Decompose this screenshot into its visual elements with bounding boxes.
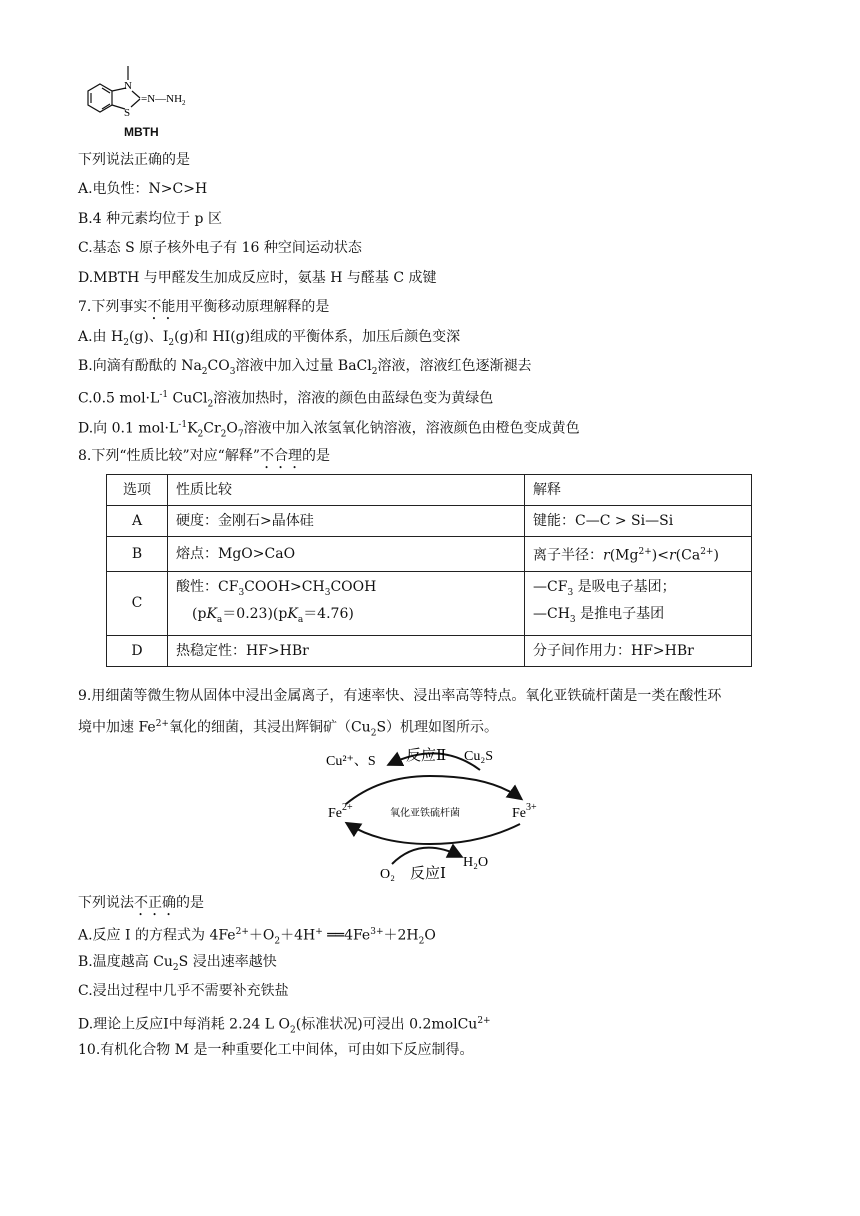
q6-option-d: D.MBTH 与甲醛发生加成反应时，氨基 H 与醛基 C 成键 [78, 270, 437, 286]
q8-stem: 8.下列“性质比较”对应“解释”不合理的是 [78, 448, 330, 464]
q9-intro-line1: 9.用细菌等微生物从固体中浸出金属离子，有速率快、浸出率高等特点。氧化亚铁硫杆菌是一类在酸性环 [78, 688, 722, 704]
row-d-explanation: 分子间作用力：HF>HBr [525, 636, 752, 667]
cu2s-label: Cu₂S [464, 749, 494, 764]
atom-s: S [124, 107, 131, 119]
o2-label: O₂ [380, 867, 395, 882]
q9-option-a: A.反应 I 的方程式为 $4Fe^{2+}+O_2+4H^+$ $══4Fe^{3+}+2H_2O$ [78, 927, 436, 947]
header-comparison: 性质比较 [168, 475, 525, 506]
row-b-option: B [107, 537, 168, 572]
q6-stem: 下列说法正确的是 [78, 152, 190, 168]
hydrazone-group: $=N—NH_2$ [141, 93, 186, 107]
row-a-option: A [107, 506, 168, 537]
molecule-label: MBTH [124, 125, 159, 139]
q6-option-c: C.基态 S 原子核外电子有 16 种空间运动状态 [78, 240, 362, 256]
mbth-structure [70, 60, 230, 124]
table-row [107, 506, 752, 537]
leaching-mechanism-diagram [320, 740, 560, 885]
q7-option-b: B.向滴有酚酞的 $Na_2CO_3$溶液中加入过量 BaCl$_2$溶液，溶液红色逐渐褪去 [78, 358, 532, 377]
q6-option-a: A.电负性：N>C>H [78, 181, 208, 197]
q9-intro-line2: 境中加速 $Fe^{2+}$氧化的细菌，其浸出辉铜矿$(Cu_2S)$机理如图所示。 [78, 719, 499, 739]
row-c-comparison: 酸性：$CF_3COOH>CH_3COOH$ $(pK_a=0.23)(pK_a=4.76)$ [168, 571, 525, 636]
row-a-explanation: 键能：C—C > Si—Si [525, 506, 752, 537]
q7-option-d: D.向 0.1 $mol\cdot L^{-1}K_2Cr_2O_7$溶液中加入浓氢氧化钠溶液，溶液颜色由橙色变成黄色 [78, 420, 580, 440]
header-explanation: 解释 [525, 475, 752, 506]
table-row [107, 571, 752, 636]
bacteria-label: 氧化亚铁硫杆菌 [390, 808, 460, 819]
table-row [107, 636, 752, 667]
cu-s-label: Cu²⁺、S [326, 754, 376, 769]
table-row [107, 537, 752, 572]
q9-option-b: B.温度越高 $Cu_2S$ 浸出速率越快 [78, 954, 277, 973]
q9-option-d: D.理论上反应Ⅰ中每消耗 2.24 L $O_2$(标准状况)可浸出 0.2molCu$^{2+}$ [78, 1016, 491, 1036]
h2o-label: H₂O [463, 855, 489, 870]
q9-stem: 下列说法不正确的是 [78, 895, 204, 911]
reaction-i-arrow [392, 848, 460, 864]
q10-stem: 10.有机化合物 M 是一种重要化工中间体，可由如下反应制得。 [78, 1042, 474, 1058]
reaction-i-label: 反应Ⅰ [410, 864, 446, 882]
row-d-comparison: 热稳定性：HF>HBr [168, 636, 525, 667]
q7-option-a: A.由 $H_2(g)$、$I_2(g)$和 HI(g)组成的平衡体系，加压后颜色变深 [78, 329, 461, 348]
loop-bottom-arc [348, 824, 520, 844]
comparison-table [106, 474, 752, 667]
q7-stem: 7.下列事实不能用平衡移动原理解释的是 [78, 299, 330, 315]
row-b-comparison: 熔点：MgO>CaO [168, 537, 525, 572]
atom-n: N [124, 80, 132, 92]
loop-left-arc [346, 776, 520, 804]
row-b-explanation: 离子半径：$r(Mg^{2+})<r(Ca^{2+})$ [525, 537, 752, 572]
row-c-option: C [107, 571, 168, 636]
row-a-comparison: 硬度：金刚石>晶体硅 [168, 506, 525, 537]
header-option: 选项 [107, 475, 168, 506]
fe3-label: $Fe^{3+}$ [512, 802, 537, 821]
q9-option-c: C.浸出过程中几乎不需要补充铁盐 [78, 983, 289, 999]
table-header-row [107, 475, 752, 506]
reaction-ii-label: 反应Ⅱ [406, 746, 447, 764]
row-c-explanation: $—CF_3$ 是吸电子基团； $—CH_3$ 是推电子基团 [525, 571, 752, 636]
q7-option-c: C.0.5 $mol\cdot L^{-1}$ CuCl$_2$溶液加热时，溶液的颜色由蓝绿色变为黄绿色 [78, 390, 494, 410]
fe2-label: $Fe^{2+}$ [328, 802, 353, 821]
row-d-option: D [107, 636, 168, 667]
q6-option-b: B.4 种元素均位于 p 区 [78, 211, 222, 227]
